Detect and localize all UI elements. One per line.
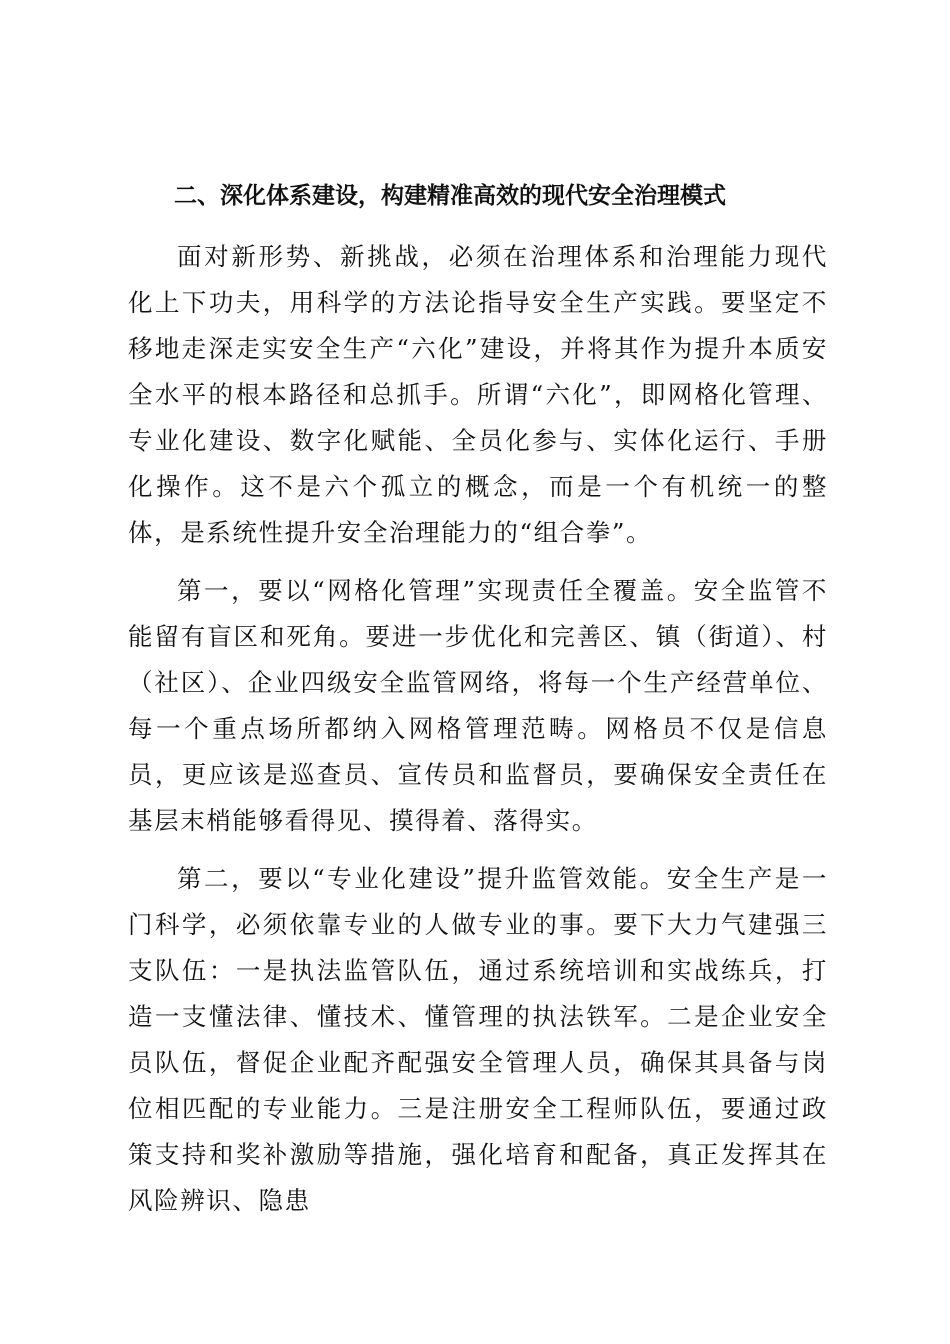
paragraph-grid-management: 第一，要以“网格化管理”实现责任全覆盖。安全监管不能留有盲区和死角。要进一步优化和完善区、镇（街道）、村（社区）、企业四级安全监管网络，将每一个生产经营单位、每一个重点场所都纳入网格管理范畴。网格员不仅是信息员，更应该是巡查员、宣传员和监督员，要确保安全责任在基层末梢能够看得见、摸得着、落得实。 (128, 576, 828, 835)
paragraph-professional-construction: 第二，要以“专业化建设”提升监管效能。安全生产是一门科学，必须依靠专业的人做专业的事。要下大力气建强三支队伍：一是执法监管队伍，通过系统培训和实战练兵，打造一支懂法律、懂技术、懂管理的执法铁军。二是企业安全员队伍，督促企业配齐配强安全管理人员，确保其具备与岗位相匹配的专业能力。三是注册安全工程师队伍，要通过政策支持和奖补激励等措施，强化培育和配备，真正发挥其在风险辨识、隐患 (128, 864, 828, 1215)
section-heading: 二、深化体系建设，构建精准高效的现代安全治理模式 (174, 183, 726, 209)
paragraph-intro: 面对新形势、新挑战，必须在治理体系和治理能力现代化上下功夫，用科学的方法论指导安全生产实践。要坚定不移地走深走实安全生产“六化”建设，并将其作为提升本质安全水平的根本路径和总抓手。所谓“六化”，即网格化管理、专业化建设、数字化赋能、全员化参与、实体化运行、手册化操作。这不是六个孤立的概念，而是一个有机统一的整体，是系统性提升安全治理能力的“组合拳”。 (128, 242, 828, 547)
document-body (128, 176, 828, 1236)
